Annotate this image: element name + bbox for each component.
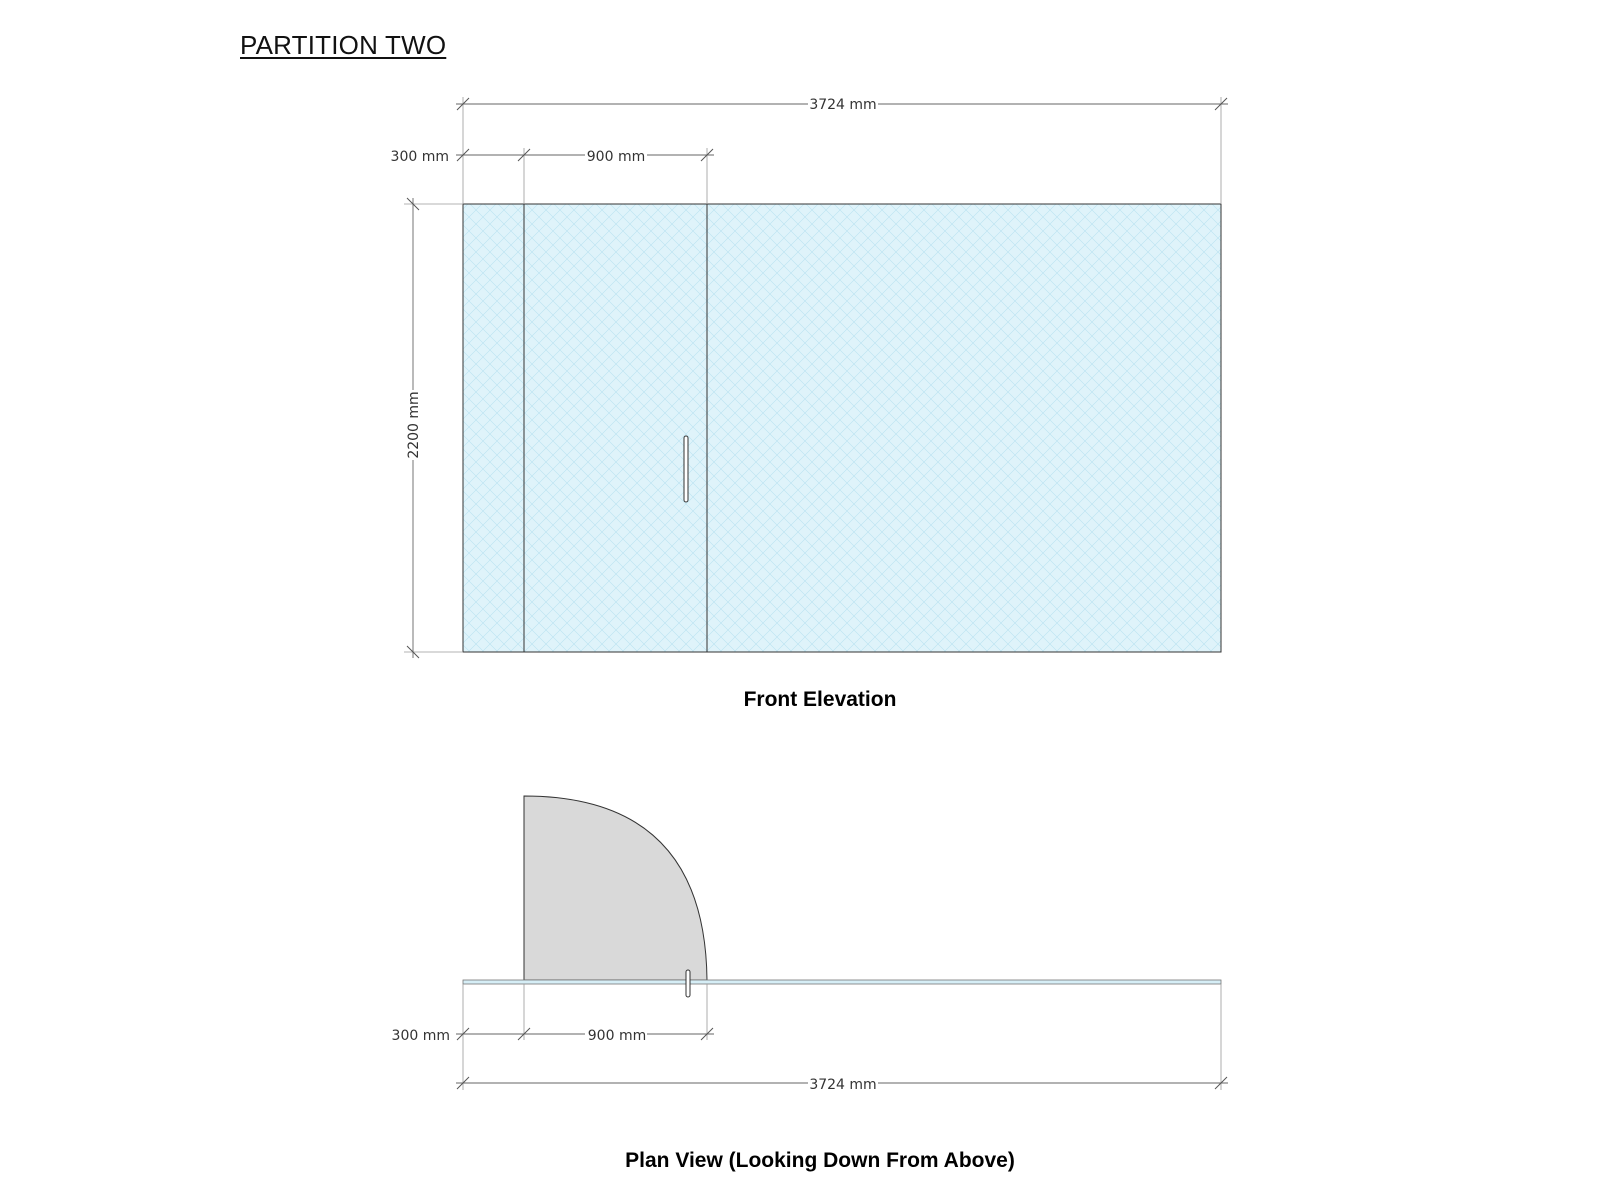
dim-height-elevation xyxy=(404,198,422,658)
plan-glass-line xyxy=(463,980,1221,984)
plan-dim-side-panel-label: 300 mm xyxy=(391,1028,450,1044)
dim-side-panel-label: 300 mm xyxy=(390,149,449,165)
door-swing-arc xyxy=(524,796,707,980)
plan-view-title: Plan View (Looking Down From Above) xyxy=(625,1149,1015,1172)
plan-dim-door-label: 900 mm xyxy=(587,1028,647,1044)
plan-dim-total-width-label: 3724 mm xyxy=(809,1077,877,1093)
dim-panel-widths-plan xyxy=(392,1025,714,1044)
plan-view xyxy=(392,796,1228,1172)
page-title: PARTITION TWO xyxy=(240,30,447,60)
front-elevation xyxy=(391,95,1228,711)
dim-total-width-label: 3724 mm xyxy=(809,97,877,113)
front-elevation-title: Front Elevation xyxy=(743,688,897,711)
dim-door-label: 900 mm xyxy=(586,149,646,165)
door-handle[interactable] xyxy=(684,436,688,502)
plan-door-handle xyxy=(686,970,690,997)
dim-height-label: 2200 mm xyxy=(406,391,422,459)
dim-total-width-plan xyxy=(456,1074,1228,1093)
dim-total-width-elevation xyxy=(456,95,1228,113)
dim-panel-widths-elevation xyxy=(391,146,714,165)
